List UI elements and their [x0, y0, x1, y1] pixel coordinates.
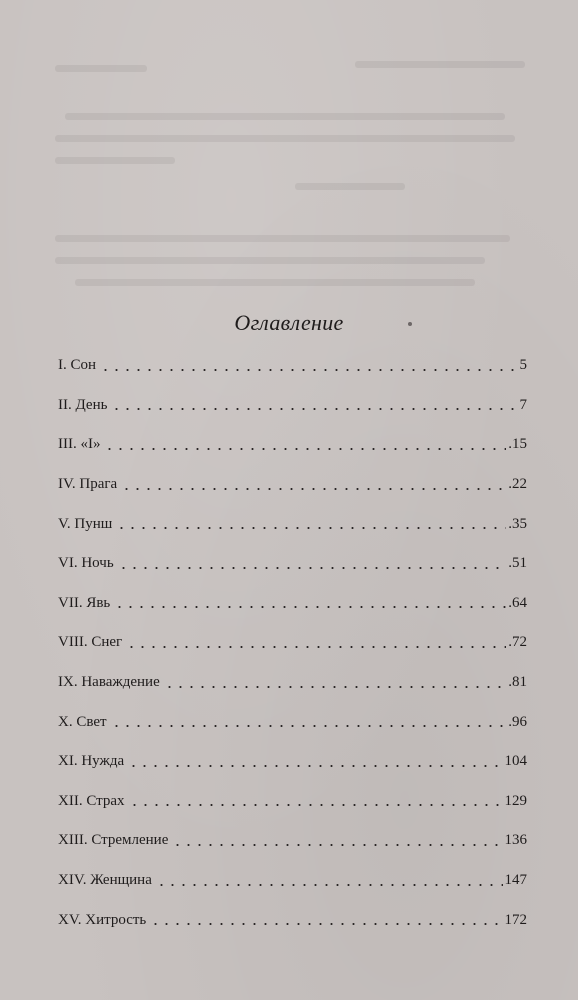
dot-leader — [172, 844, 502, 846]
toc-entry-title: XI. Нужда — [58, 753, 125, 770]
toc-entry-title: IX. Наваждение — [58, 674, 160, 691]
dot-leader — [118, 567, 507, 569]
dot-leader — [111, 725, 507, 727]
toc-entry — [58, 386, 527, 426]
toc-entry-page-number: .81 — [508, 674, 527, 691]
toc-entry-title: XIII. Стремление — [58, 832, 169, 849]
dot-leader — [128, 765, 502, 767]
toc-entry-page-number: .35 — [508, 515, 527, 532]
toc-entry — [58, 465, 527, 505]
dot-leader — [121, 488, 506, 490]
toc-entry-title: VII. Явь — [58, 594, 111, 611]
print-speck — [408, 322, 412, 326]
toc-entry — [58, 742, 527, 782]
toc-entry-title: XII. Страх — [58, 792, 125, 809]
toc-entry — [58, 900, 527, 940]
dot-leader — [116, 527, 506, 529]
toc-entry — [58, 861, 527, 901]
toc-entry-title: X. Свет — [58, 713, 107, 730]
toc-entry-title: IV. Прага — [58, 476, 118, 493]
toc-entry-title: XV. Хитрость — [58, 911, 147, 928]
bleed-through-text — [55, 55, 525, 305]
dot-leader — [111, 408, 517, 410]
toc-entry-title: VI. Ночь — [58, 555, 114, 572]
toc-entry-page-number: 136 — [504, 832, 527, 849]
toc-entry-title: II. День — [58, 396, 108, 413]
toc-entry-page-number: 147 — [504, 872, 527, 889]
dot-leader — [150, 923, 502, 925]
toc-entry-title: III. «I» — [58, 436, 101, 453]
toc-entry — [58, 702, 527, 742]
dot-leader — [156, 884, 503, 886]
dot-leader — [129, 804, 503, 806]
toc-entry — [58, 425, 527, 465]
toc-entry-page-number: 129 — [504, 792, 527, 809]
toc-entry — [58, 584, 527, 624]
dot-leader — [164, 686, 507, 688]
toc-entry — [58, 821, 527, 861]
toc-entry — [58, 623, 527, 663]
toc-entry-page-number: 7 — [519, 396, 527, 413]
toc-entry-page-number: 104 — [504, 753, 527, 770]
toc-entry-title: XIV. Женщина — [58, 872, 152, 889]
dot-leader — [126, 646, 506, 648]
toc-entry — [58, 544, 527, 584]
dot-leader — [100, 369, 517, 371]
toc-entry-page-number: .22 — [508, 476, 527, 493]
toc-entry — [58, 663, 527, 703]
toc-entry-title: VIII. Снег — [58, 634, 123, 651]
toc-entry-page-number: .15 — [508, 436, 527, 453]
toc-entry — [58, 504, 527, 544]
toc-entry-title: I. Сон — [58, 357, 97, 374]
toc-entry-page-number: .96 — [508, 713, 527, 730]
toc-entry — [58, 346, 527, 386]
page-title: Оглавление — [234, 310, 344, 335]
toc-entry — [58, 782, 527, 822]
toc-entry-page-number: .72 — [508, 634, 527, 651]
toc-entry-page-number: .64 — [508, 594, 527, 611]
toc-entry-page-number: 172 — [504, 911, 527, 928]
dot-leader — [114, 606, 506, 608]
dot-leader — [104, 448, 506, 450]
toc-entry-title: V. Пунш — [58, 515, 113, 532]
toc-entry-page-number: .51 — [508, 555, 527, 572]
table-of-contents — [58, 346, 527, 940]
toc-entry-page-number: 5 — [519, 357, 527, 374]
